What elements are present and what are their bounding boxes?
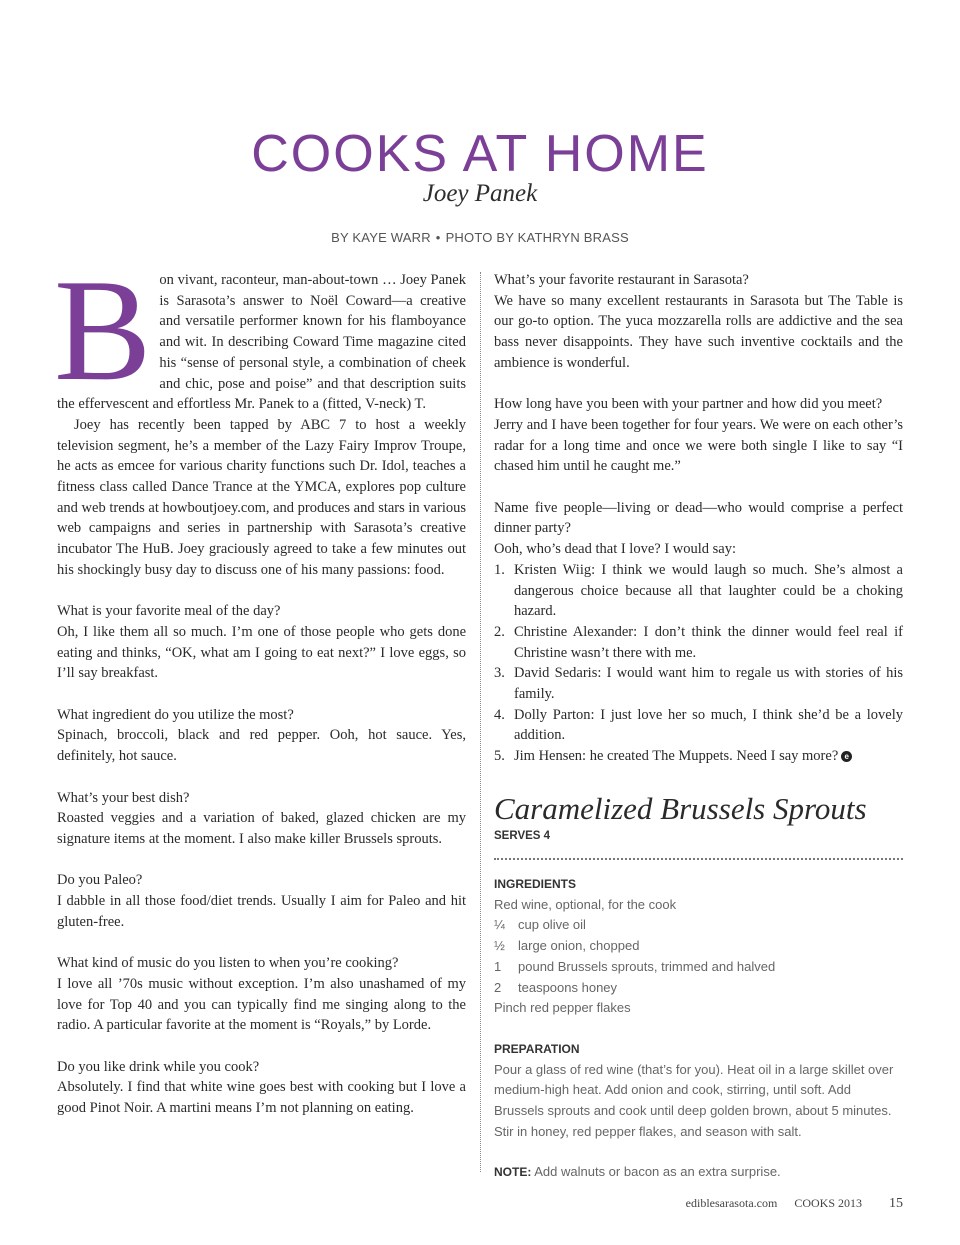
intro-text: on vivant, raconteur, man-about-town … Joey Panek is Sarasota’s answer to Noël Coward—a creative and versatile performer known for his flamboyance and wit. In describing Coward Time magazine cited his “sense of personal style, a combination of cheek and chic, pose and poise” and that description suits the effervescent and effortless Mr. Panek to a (fitted, V-neck) T. bbox=[57, 272, 466, 413]
left-column bbox=[54, 249, 466, 1119]
question: What kind of music do you listen to when you’re cooking? bbox=[57, 955, 399, 972]
page-number: 15 bbox=[889, 1196, 903, 1211]
answer: I love all ’70s music without exception. I’m also unashamed of my love for Top 40 and you can typically find me singing along to the radio. A particular favorite at the moment is “Royals,” by Lorde. bbox=[57, 975, 466, 1034]
page-subtitle: Joey Panek bbox=[422, 180, 538, 207]
body-paragraph: Joey has recently been tapped by ABC 7 to host a weekly television segment, he’s a member of the Lazy Fairy Improv Troupe, he acts as emcee for various charity functions such Dr. Idol, teaches a fitness class called Dance Trance at the YMCA, explores pop culture and web trends at howboutjoey.com, and produces and stars in various web campaigns and series in partnership with Sarasota’s creative incubator The HuB. Joey graciously agreed to take a few minutes out his shockingly busy day to discuss one of his many passions: food. bbox=[57, 416, 466, 578]
intro-paragraph bbox=[54, 249, 466, 415]
question: What ingredient do you utilize the most? bbox=[57, 706, 294, 723]
answer: Ooh, who’s dead that I love? I would say: bbox=[494, 541, 737, 558]
right-column bbox=[494, 270, 903, 767]
list-item: 4. Dolly Parton: I just love her so much, I think she’d be a lovely addition. bbox=[494, 706, 903, 744]
ingredient-line: ¼ cup olive oil bbox=[494, 917, 586, 933]
list-item: 1. Kristen Wiig: I think we would laugh so much. She’s almost a dangerous choice because all that laughter could be a choking hazard. bbox=[494, 561, 903, 620]
ingredient-line: ½ large onion, chopped bbox=[494, 938, 640, 954]
list-item: 2. Christine Alexander: I don’t think the dinner would feel real if Christine wasn’t there with me. bbox=[494, 623, 903, 661]
ingredient-line: Pinch red pepper flakes bbox=[494, 1000, 631, 1016]
note-text: Add walnuts or bacon as an extra surprise. bbox=[534, 1164, 781, 1180]
byline-author: BY KAYE WARR bbox=[331, 230, 431, 245]
byline-photo: PHOTO BY KATHRYN BRASS bbox=[445, 230, 629, 245]
preparation-heading: PREPARATION bbox=[494, 1041, 580, 1056]
recipe-serves: SERVES 4 bbox=[494, 830, 551, 842]
answer: Absolutely. I find that white wine goes best with cooking but I love a good Pinot Noir. A martini means I’m not planning on eating. bbox=[57, 1079, 466, 1117]
note-label: NOTE: bbox=[494, 1165, 532, 1180]
answer: Jerry and I have been together for four years. We were on each other’s radar for a long time and once we were both single I like to say “I chased him until he caught me.” bbox=[494, 416, 903, 475]
column-divider bbox=[480, 272, 481, 1172]
answer: I dabble in all those food/diet trends. Usually I aim for Paleo and hit gluten-free. bbox=[57, 893, 466, 930]
ingredient-line: 2 teaspoons honey bbox=[494, 979, 618, 995]
ingredients-heading: INGREDIENTS bbox=[494, 877, 577, 891]
byline bbox=[0, 230, 960, 245]
recipe-box bbox=[494, 790, 903, 1183]
question: What’s your favorite restaurant in Sarasota? bbox=[494, 272, 749, 288]
answer: We have so many excellent restaurants in Sarasota but The Table is our go-to option. The yuca mozzarella rolls are addictive and the sea bass never disappoints. They have such inventive cocktails and the ambience is wonderful. bbox=[494, 292, 903, 371]
answer: Roasted veggies and a variation of baked, glazed chicken are my signature items at the moment. I also make killer Brussels sprouts. bbox=[57, 810, 466, 847]
question: What is your favorite meal of the day? bbox=[57, 603, 281, 620]
question: Name five people—living or dead—who would comprise a perfect dinner party? bbox=[494, 499, 903, 537]
recipe-title: Caramelized Brussels Sprouts bbox=[494, 791, 867, 826]
question: Do you like drink while you cook? bbox=[57, 1058, 260, 1075]
list-item: 5. Jim Hensen: he created The Muppets. Need I say more? e bbox=[494, 746, 903, 767]
end-mark-icon: e bbox=[841, 751, 852, 762]
question: What’s your best dish? bbox=[57, 789, 190, 806]
byline-separator: • bbox=[435, 230, 441, 245]
dinner-party-list bbox=[494, 560, 903, 767]
ingredient-line: Red wine, optional, for the cook bbox=[494, 896, 677, 912]
answer: Spinach, broccoli, black and red pepper. Ooh, hot sauce. Yes, definitely, hot sauce. bbox=[57, 727, 466, 765]
answer: Oh, I like them all so much. I’m one of those people who gets done eating and thinks, “OK, what am I going to eat next?” I love eggs, so I’ll say breakfast. bbox=[57, 623, 466, 682]
question: How long have you been with your partner and how did you meet? bbox=[494, 396, 883, 413]
ingredient-line: 1 pound Brussels sprouts, trimmed and halved bbox=[494, 958, 776, 974]
question: Do you Paleo? bbox=[57, 872, 143, 889]
list-item: 3. David Sedaris: I would want him to regale us with stories of his family. bbox=[494, 665, 903, 703]
drop-cap: B bbox=[54, 249, 152, 411]
preparation-text: Pour a glass of red wine (that’s for you). Heat oil in a large skillet over medium-high heat. Add onion and cook, stirring, until soft. Add Brussels sprouts and cook until deep golden brown, about 5 minutes. Stir in honey, red pepper flakes, and season with salt. bbox=[494, 1061, 894, 1139]
footer-issue: COOKS 2013 bbox=[794, 1196, 862, 1210]
page-title: COOKS AT HOME bbox=[251, 125, 709, 183]
dotted-divider bbox=[494, 858, 903, 860]
recipe-note bbox=[494, 1162, 903, 1183]
footer-site: ediblesarasota.com bbox=[685, 1196, 778, 1210]
page-footer bbox=[686, 1196, 903, 1212]
